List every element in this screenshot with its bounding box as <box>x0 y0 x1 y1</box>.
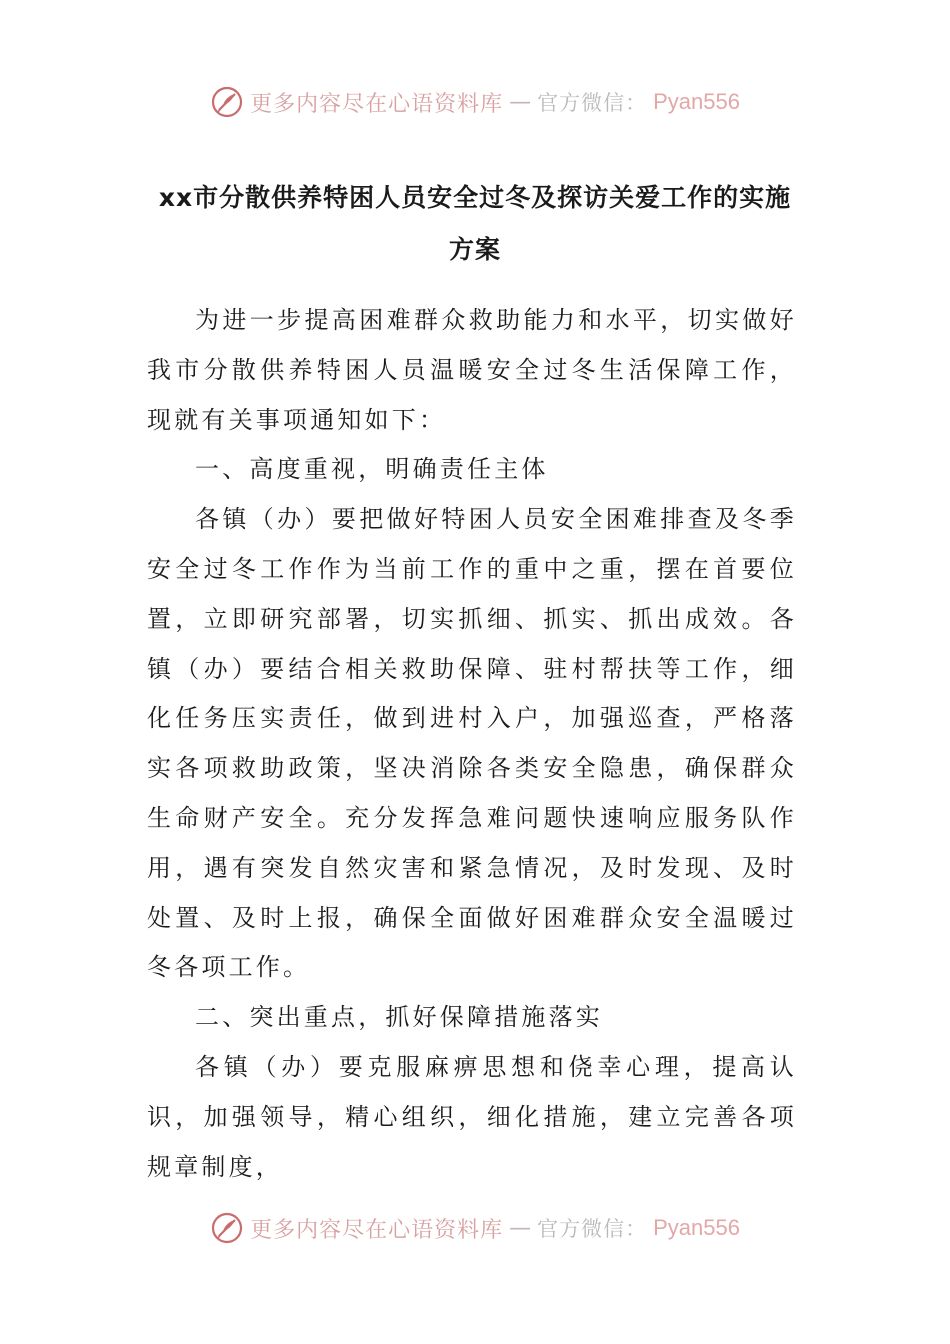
section-heading-2: 二、突出重点，抓好保障措施落实 <box>195 1003 603 1032</box>
quill-logo-icon <box>210 1211 244 1245</box>
watermark-separator: — <box>509 1215 532 1241</box>
document-title: xx市分散供养特困人员安全过冬及探访关爱工作的实施方案 <box>158 183 792 264</box>
section-2-paragraph: 各镇（办）要克服麻痹思想和侥幸心理，提高认识，加强领导，精心组织，细化措施，建立完善各项规章制度， <box>147 1052 797 1181</box>
watermark-text: 更多内容尽在心语资料库 <box>250 91 504 117</box>
section-1-paragraph: 各镇（办）要把做好特困人员安全困难排查及冬季安全过冬工作作为当前工作的重中之重，摆在首要位置，立即研究部署，切实抓细、抓实、抓出成效。各镇（办）要结合相关救助保障、驻村帮扶等工作，细化任务压实责任，做到进村入户，加强巡查，严格落实各项救助政策，坚决消除各类安全隐患，确保群众生命财产安全。充分发挥急难问题快速响应服务队作用，遇有突发自然灾害和紧急情况，及时发现、及时处置、及时上报，确保全面做好困难群众安全温暖过冬各项工作。 <box>147 505 797 982</box>
header-watermark <box>0 82 950 122</box>
watermark-wechat-id: Pyan556 <box>653 1215 740 1240</box>
watermark-wechat-label: 官方微信： <box>537 91 648 115</box>
watermark-wechat-id: Pyan556 <box>653 89 740 114</box>
quill-logo-icon <box>210 85 244 119</box>
watermark-wechat-label: 官方微信： <box>537 1217 648 1241</box>
intro-paragraph: 为进一步提高困难群众救助能力和水平，切实做好我市分散供养特困人员温暖安全过冬生活保障工作，现就有关事项通知如下： <box>147 306 797 434</box>
footer-watermark <box>0 1208 950 1248</box>
watermark-separator: — <box>509 89 532 115</box>
section-heading-1: 一、高度重视，明确责任主体 <box>195 455 549 484</box>
watermark-text: 更多内容尽在心语资料库 <box>250 1217 504 1243</box>
document-body <box>147 296 797 1192</box>
